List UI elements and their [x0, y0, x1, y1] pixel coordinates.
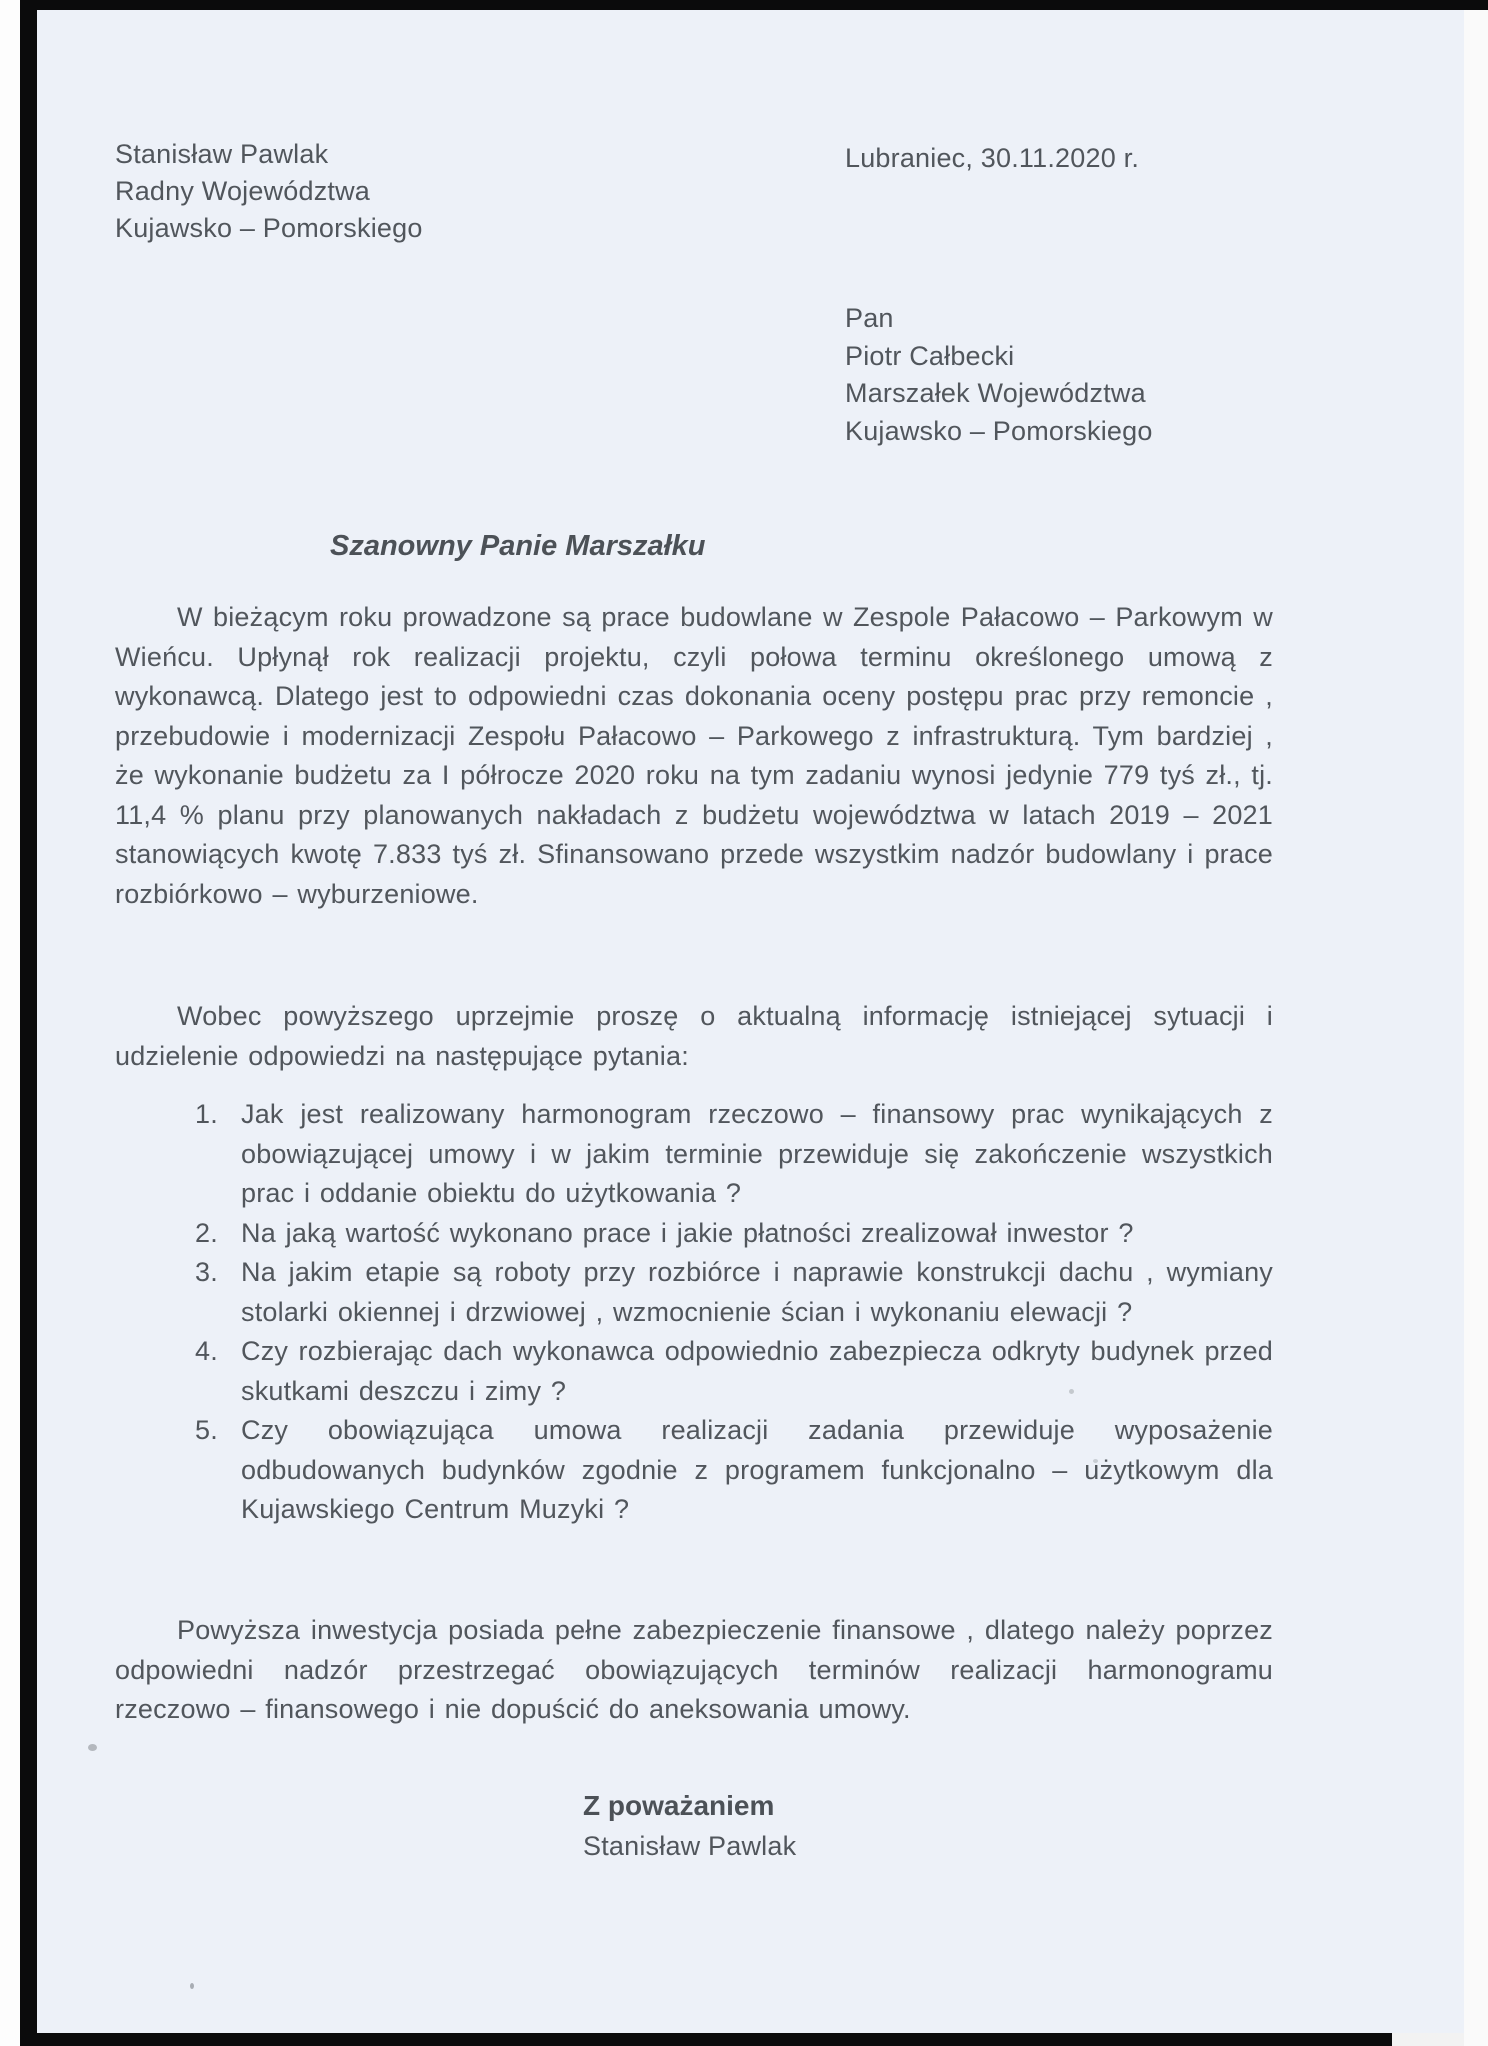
- scan-edge-bottom-right: [1392, 2033, 1464, 2046]
- scan-border-bottom: [36, 2033, 1392, 2046]
- scan-speck: [88, 1744, 97, 1751]
- question-text-5: Czy obowiązująca umowa realizacji zadania przewiduje wyposażenie odbudowanych budynków zgodnie z programem funkcjonalno – użytkowym dla Kujawskiego Centrum Muzyki ?: [241, 1415, 1273, 1524]
- salutation: Szanowny Panie Marszałku: [330, 530, 706, 562]
- scan-border-left: [20, 0, 37, 2046]
- recipient-honorific: Pan: [845, 303, 894, 333]
- recipient-name: Piotr Całbecki: [845, 340, 1015, 371]
- recipient-block: [845, 300, 1153, 450]
- scan-edge-left: [0, 0, 20, 2046]
- question-text-1: Jak jest realizowany harmonogram rzeczowo – finansowy prac wynikających z obowiązującej umowy i w jakim terminie przewiduje się zakończenie wszystkich prac i oddanie obiektu do użytkowania ?: [241, 1099, 1273, 1208]
- question-number-2: 2.: [195, 1217, 218, 1248]
- question-number-3: 3.: [195, 1257, 218, 1287]
- question-number-4: 4.: [195, 1336, 218, 1366]
- question-number-5: 5.: [195, 1415, 218, 1445]
- closing-signature-name: Stanisław Pawlak: [583, 1831, 797, 1861]
- questions-list: [115, 1095, 1273, 1530]
- recipient-region: Kujawsko – Pomorskiego: [845, 415, 1153, 446]
- scan-edge-right: [1464, 10, 1488, 2046]
- question-text-3: Na jakim etapie są roboty przy rozbiórce i naprawie konstrukcji dachu , wymiany stolarki okiennej i drzwiowej , wzmocnienie ścian i wykonaniu elewacji ?: [241, 1257, 1273, 1327]
- sender-region: Kujawsko – Pomorskiego: [115, 213, 423, 243]
- question-item-3: [115, 1253, 1273, 1332]
- sender-block: [115, 136, 423, 247]
- scan-border-top: [36, 0, 1488, 10]
- closing-phrase: Z poważaniem: [583, 1790, 775, 1821]
- question-text-2: Na jaką wartość wykonano prace i jakie płatności zrealizował inwestor ?: [241, 1217, 1134, 1248]
- closing-block: [583, 1786, 796, 1866]
- recipient-title: Marszałek Województwa: [845, 378, 1146, 408]
- body-paragraph-2: Wobec powyższego uprzejmie proszę o aktualną informację istniejącej sytuacji i udzielenie odpowiedzi na następujące pytania:: [115, 1001, 1273, 1071]
- question-number-1: 1.: [195, 1099, 218, 1129]
- scan-speck: [1069, 1389, 1074, 1394]
- question-item-1: [115, 1095, 1273, 1214]
- body-paragraph-1: W bieżącym roku prowadzone są prace budowlane w Zespole Pałacowo – Parkowym w Wieńcu. Upłynął rok realizacji projektu, czyli połowa terminu określonego umową z wykonawcą. Dlatego jest to odpowiedni czas dokonania oceny postępu prac przy remoncie , przebudowie i modernizacji Zespołu Pałacowo – Parkowego z infrastrukturą. Tym bardziej , że wykonanie budżetu za I półrocze 2020 roku na tym zadaniu wynosi jedynie 779 tyś zł., tj. 11,4 % planu przy planowanych nakładach z budżetu województwa w latach 2019 – 2021 stanowiących kwotę 7.833 tyś zł. Sfinansowano przede wszystkim nadzór budowlany i prace rozbiórkowo – wyburzeniowe.: [115, 602, 1273, 909]
- scan-speck: [190, 1983, 194, 1989]
- question-text-4: Czy rozbierając dach wykonawca odpowiednio zabezpiecza odkryty budynek przed skutkami deszczu i zimy ?: [241, 1336, 1273, 1406]
- sender-name: Stanisław Pawlak: [115, 139, 329, 169]
- sender-title: Radny Województwa: [115, 176, 371, 206]
- dateline: Lubraniec, 30.11.2020 r.: [845, 143, 1140, 173]
- question-item-4: [115, 1332, 1273, 1411]
- question-item-2: [115, 1214, 1273, 1254]
- scan-speck: [1093, 1459, 1098, 1463]
- question-item-5: [115, 1411, 1273, 1530]
- body-paragraph-3: Powyższa inwestycja posiada pełne zabezpieczenie finansowe , dlatego należy poprzez odpowiedni nadzór przestrzegać obowiązujących terminów realizacji harmonogramu rzeczowo – finansowego i nie dopuścić do aneksowania umowy.: [115, 1615, 1273, 1724]
